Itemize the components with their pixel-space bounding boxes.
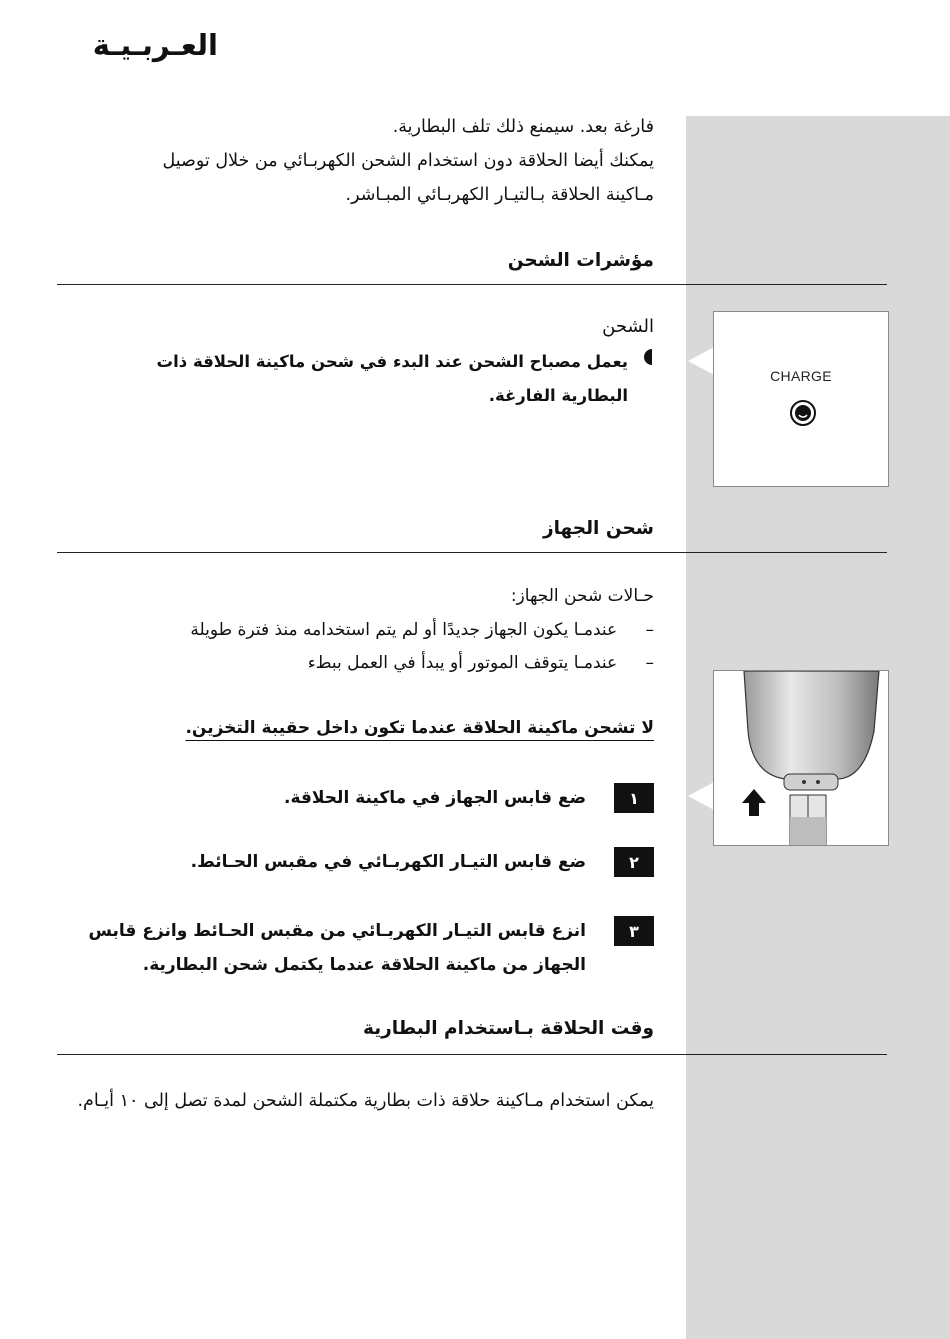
panel-pointer <box>688 347 714 375</box>
charging-cases-intro: حـالات شحن الجهاز: <box>510 586 654 606</box>
step-number-3: ٣ <box>614 916 654 946</box>
language-title: العـربـيـة <box>92 28 218 62</box>
intro-line: فارغة بعد. سيمنع ذلك تلف البطارية. <box>392 117 654 137</box>
step-number-2: ٢ <box>614 847 654 877</box>
step-number-1: ١ <box>614 783 654 813</box>
section-divider <box>57 552 887 553</box>
panel-pointer <box>688 782 714 810</box>
intro-line: يمكنك أيضا الحلاقة دون استخدام الشحن الكهربـائي من خلال توصيل <box>162 151 654 171</box>
step-text-3: انزع قابس التيـار الكهربـائي من مقبس الحـائط وانزع قابس الجهاز من ماكينة الحلاقة عندما يكتمل شحن البطارية. <box>88 921 586 975</box>
arrow-up-icon <box>742 789 766 816</box>
battery-text: يمكن استخدام مـاكينة حلاقة ذات بطارية مكتملة الشحن لمدة تصل إلى ١٠ أيـام. <box>77 1091 654 1111</box>
half-circle-bullet-icon <box>640 349 652 365</box>
charging-heading: شحن الجهاز <box>542 518 654 539</box>
case-text: عندمـا يتوقف الموتور أو يبدأ في العمل ببطء <box>307 653 618 673</box>
storage-warning: لا تشحن ماكينة الحلاقة عندما تكون داخل حقيبة التخزين. <box>185 718 654 738</box>
list-item <box>190 620 654 640</box>
charge-light-icon <box>790 400 816 426</box>
section-divider <box>57 284 887 285</box>
case-text: عندمـا يكون الجهاز جديدًا أو لم يتم استخدامه منذ فترة طويلة <box>190 620 618 640</box>
step-text-1: ضع قابس الجهاز في ماكينة الحلاقة. <box>284 788 586 808</box>
list-dash: – <box>645 653 654 673</box>
charge-panel-label: CHARGE <box>770 368 832 384</box>
step-text-2: ضع قابس التيـار الكهربـائي في مقبس الحـائط. <box>190 852 586 872</box>
intro-text <box>54 110 654 212</box>
list-item <box>308 653 654 673</box>
charge-indicator-panel <box>713 311 889 487</box>
shaver-plug-illustration <box>714 671 888 845</box>
charge-light-description: يعمل مصباح الشحن عند البدء في شحن ماكينة الحلاقة ذات البطارية الفارغة. <box>156 352 628 405</box>
plug-illustration-panel <box>713 670 889 846</box>
indicators-heading: مؤشرات الشحن <box>507 250 654 271</box>
section-divider <box>57 1054 887 1055</box>
charging-label: الشحن <box>602 316 654 337</box>
list-dash: – <box>645 620 654 640</box>
battery-heading: وقت الحلاقة بـاستخدام البطارية <box>362 1018 654 1039</box>
intro-line: مـاكينة الحلاقة بـالتيـار الكهربـائي المبـاشر. <box>345 185 654 205</box>
